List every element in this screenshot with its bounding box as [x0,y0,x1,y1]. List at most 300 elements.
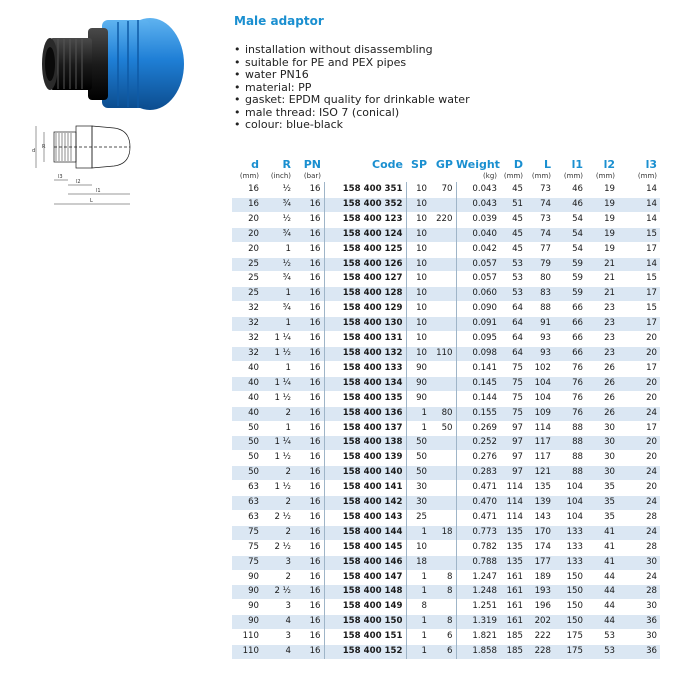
table-cell: 30 [618,630,660,645]
column-unit: (mm) [563,172,583,180]
table-cell: 18 [406,555,430,570]
table-cell [430,510,456,525]
table-cell: 1 ½ [262,391,294,406]
table-cell: 20 [618,436,660,451]
table-cell: 150 [554,570,586,585]
table-cell: 20 [232,227,262,242]
table-cell: 73 [526,183,554,198]
table-cell: 74 [526,197,554,212]
table-cell: 1 [406,630,430,645]
table-row [232,436,660,451]
table-cell: 158 400 352 [324,197,406,212]
table-cell: 158 400 152 [324,645,406,659]
table-cell: 17 [618,317,660,332]
table-cell: 1.858 [456,645,500,659]
table-cell: 50 [406,451,430,466]
table-cell: 16 [294,466,324,481]
table-cell: 59 [554,287,586,302]
table-cell: 17 [618,287,660,302]
table-cell: 16 [294,346,324,361]
table-cell: 17 [618,242,660,257]
column-unit: (mm) [595,172,615,180]
table-cell: 14 [618,183,660,198]
table-cell: 24 [618,570,660,585]
table-row [232,376,660,391]
table-cell: 177 [526,555,554,570]
table-cell: ¾ [262,197,294,212]
table-cell: 75 [500,391,526,406]
drawing-label-l1: l1 [96,188,101,194]
table-cell: 109 [526,406,554,421]
table-cell: 158 400 147 [324,570,406,585]
table-cell: 158 400 132 [324,346,406,361]
table-cell: 16 [294,406,324,421]
table-cell: 1 [262,361,294,376]
column-header: R [282,158,291,171]
table-cell: 0.145 [456,376,500,391]
table-cell: 3 [262,600,294,615]
table-cell: 0.788 [456,555,500,570]
table-cell: 0.782 [456,540,500,555]
table-cell: 158 400 150 [324,615,406,630]
table-cell: 76 [554,391,586,406]
table-cell: 97 [500,421,526,436]
table-cell: 158 400 128 [324,287,406,302]
column-header: GP [435,158,453,171]
table-cell: 0.060 [456,287,500,302]
table-cell: 135 [500,540,526,555]
feature-item: • colour: blue-black [234,119,470,132]
table-cell: 0.141 [456,361,500,376]
table-cell: 0.091 [456,317,500,332]
table-cell: 16 [294,525,324,540]
table-cell [430,257,456,272]
table-cell [430,287,456,302]
table-cell [430,466,456,481]
table-cell: 88 [526,302,554,317]
column-header: L [543,158,551,171]
table-cell: 80 [430,406,456,421]
table-cell: 158 400 129 [324,302,406,317]
table-cell: 2 ½ [262,585,294,600]
feature-item: • suitable for PE and PEX pipes [234,57,470,70]
table-row [232,257,660,272]
table-cell: 23 [586,302,618,317]
table-row [232,332,660,347]
table-cell: 24 [618,525,660,540]
table-cell: 0.470 [456,496,500,511]
table-cell: 2 ½ [262,540,294,555]
column-unit: (mm) [239,172,259,180]
table-cell: 222 [526,630,554,645]
table-cell: 20 [618,332,660,347]
table-cell: 90 [232,585,262,600]
column-header: d [251,158,259,171]
table-cell: 121 [526,466,554,481]
table-cell: 16 [294,376,324,391]
table-cell: 8 [430,615,456,630]
table-cell: 175 [554,630,586,645]
table-cell: 1 [406,406,430,421]
table-cell: 0.042 [456,242,500,257]
table-row [232,346,660,361]
table-row [232,630,660,645]
table-cell: 88 [554,436,586,451]
table-row [232,242,660,257]
column-header: PN [303,158,321,171]
table-row [232,451,660,466]
table-cell: 228 [526,645,554,659]
table-row [232,391,660,406]
table-cell: 77 [526,242,554,257]
table-row [232,510,660,525]
table-cell: 1.821 [456,630,500,645]
table-cell: 20 [618,346,660,361]
table-row [232,600,660,615]
table-cell: 10 [406,242,430,257]
table-cell: 114 [500,481,526,496]
table-row [232,481,660,496]
table-cell [430,361,456,376]
table-cell: 80 [526,272,554,287]
table-cell: 117 [526,451,554,466]
table-cell [430,227,456,242]
table-cell: 50 [232,451,262,466]
table-cell: 143 [526,510,554,525]
table-cell: 16 [294,317,324,332]
table-cell: 76 [554,376,586,391]
table-cell: 16 [294,242,324,257]
table-cell: 158 400 145 [324,540,406,555]
table-cell: 30 [586,466,618,481]
feature-item: • gasket: EPDM quality for drinkable water [234,94,470,107]
table-cell: 161 [500,615,526,630]
table-cell [430,272,456,287]
table-cell: 20 [618,481,660,496]
table-cell: 83 [526,287,554,302]
table-cell [430,555,456,570]
table-cell: 75 [500,361,526,376]
table-cell: 16 [294,555,324,570]
drawing-label-r: R [42,144,46,150]
feature-list [234,44,470,132]
table-cell: 25 [232,287,262,302]
table-cell: 174 [526,540,554,555]
table-cell: 1 ¼ [262,436,294,451]
table-cell: 114 [526,421,554,436]
table-cell: 10 [406,272,430,287]
table-cell: 150 [554,585,586,600]
table-cell: 17 [618,361,660,376]
table-cell [430,391,456,406]
table-cell: 158 400 151 [324,630,406,645]
table-cell: 20 [232,242,262,257]
table-cell: 102 [526,361,554,376]
table-cell: 16 [294,227,324,242]
table-row [232,212,660,227]
table-cell: 8 [430,570,456,585]
table-cell: 16 [294,615,324,630]
table-cell [430,242,456,257]
table-cell: 23 [586,317,618,332]
table-cell: 0.269 [456,421,500,436]
table-cell: 50 [232,466,262,481]
table-cell: 16 [294,481,324,496]
table-row [232,302,660,317]
table-cell: 16 [294,570,324,585]
table-cell: 76 [554,406,586,421]
table-cell: 45 [500,183,526,198]
table-cell: 23 [586,332,618,347]
table-cell: 10 [406,540,430,555]
feature-item: • material: PP [234,82,470,95]
table-cell: 30 [618,555,660,570]
table-cell: 1.247 [456,570,500,585]
table-cell: 66 [554,332,586,347]
table-cell: 35 [586,510,618,525]
table-cell: 158 400 141 [324,481,406,496]
table-cell: 158 400 351 [324,183,406,198]
table-row [232,317,660,332]
table-cell: 15 [618,302,660,317]
table-cell: 50 [232,436,262,451]
table-cell: 18 [430,525,456,540]
table-cell: 104 [526,376,554,391]
table-cell: 45 [500,242,526,257]
table-cell: 64 [500,332,526,347]
table-cell: 16 [294,257,324,272]
table-row [232,585,660,600]
table-cell: 10 [406,346,430,361]
table-cell: 10 [406,317,430,332]
table-cell: 53 [500,272,526,287]
table-cell: 20 [618,376,660,391]
table-cell: 0.057 [456,257,500,272]
table-cell: 1 [406,525,430,540]
table-cell: 117 [526,436,554,451]
table-cell: 93 [526,346,554,361]
table-cell: 59 [554,257,586,272]
table-cell: 2 [262,496,294,511]
table-cell: 70 [430,183,456,198]
table-cell: 32 [232,332,262,347]
table-cell: ½ [262,183,294,198]
table-cell: 10 [406,212,430,227]
table-cell: 196 [526,600,554,615]
table-cell: 16 [294,391,324,406]
table-cell: 1 [406,615,430,630]
table-cell: 161 [500,570,526,585]
drawing-label-l: L [90,198,93,204]
table-cell: 88 [554,466,586,481]
table-cell: 16 [294,451,324,466]
table-cell: 0.471 [456,510,500,525]
table-cell: 0.095 [456,332,500,347]
table-cell: 30 [618,600,660,615]
column-unit: (kg) [483,172,497,180]
table-cell [430,496,456,511]
table-cell: 0.252 [456,436,500,451]
table-cell [430,302,456,317]
table-row [232,615,660,630]
table-cell: 16 [294,332,324,347]
table-cell: 46 [554,197,586,212]
table-row [232,361,660,376]
table-cell: 158 400 124 [324,227,406,242]
table-cell: 114 [500,496,526,511]
table-cell: 10 [406,227,430,242]
table-cell: 19 [586,183,618,198]
table-cell: 64 [500,346,526,361]
column-header: SP [411,158,427,171]
table-cell: 88 [554,451,586,466]
table-cell: 16 [232,183,262,198]
table-cell: 25 [232,257,262,272]
table-cell: 16 [294,212,324,227]
table-cell: 63 [232,481,262,496]
table-cell: 26 [586,376,618,391]
table-cell: 158 400 130 [324,317,406,332]
table-cell: 35 [586,496,618,511]
table-cell: 20 [618,391,660,406]
table-cell: 66 [554,302,586,317]
table-cell: 93 [526,332,554,347]
table-cell: 21 [586,287,618,302]
table-cell: 1 ½ [262,481,294,496]
table-cell: 97 [500,466,526,481]
table-cell: 6 [430,645,456,659]
table-cell: 41 [586,540,618,555]
table-cell: 0.057 [456,272,500,287]
table-cell: 19 [586,227,618,242]
table-cell: 1 [406,645,430,659]
table-cell: 19 [586,242,618,257]
table-cell: 110 [430,346,456,361]
table-cell: 0.144 [456,391,500,406]
column-header: D [513,158,523,171]
column-unit: (inch) [270,172,291,180]
table-cell: 158 400 136 [324,406,406,421]
table-cell: 21 [586,272,618,287]
table-cell [430,376,456,391]
table-cell: 1 ¼ [262,332,294,347]
table-cell: 14 [618,257,660,272]
table-cell: 16 [294,436,324,451]
table-cell: 1.251 [456,600,500,615]
table-cell: 32 [232,317,262,332]
table-cell: 2 [262,466,294,481]
page-title: Male adaptor [234,14,324,28]
table-cell: 158 400 123 [324,212,406,227]
table-cell: 2 [262,570,294,585]
spec-table [232,158,660,659]
table-cell: 90 [232,570,262,585]
table-cell: 185 [500,645,526,659]
table-cell: 158 400 135 [324,391,406,406]
table-cell: 158 400 126 [324,257,406,272]
table-cell: 23 [586,346,618,361]
table-cell: 3 [262,630,294,645]
feature-item: • male thread: ISO 7 (conical) [234,107,470,120]
table-cell: 59 [554,272,586,287]
table-cell: 14 [618,212,660,227]
table-cell: 53 [500,257,526,272]
table-cell: 133 [554,540,586,555]
table-row [232,555,660,570]
table-cell: 32 [232,346,262,361]
table-cell: 40 [232,376,262,391]
table-cell: 4 [262,615,294,630]
table-cell: 1.319 [456,615,500,630]
table-cell: 0.471 [456,481,500,496]
table-cell: 158 400 137 [324,421,406,436]
table-cell: 16 [294,197,324,212]
table-cell: 63 [232,496,262,511]
table-cell: 45 [500,227,526,242]
table-cell: 90 [406,361,430,376]
table-cell: 104 [526,391,554,406]
table-cell [430,332,456,347]
table-cell: 158 400 142 [324,496,406,511]
table-cell: 2 [262,406,294,421]
technical-drawing [26,122,178,214]
table-cell: 97 [500,436,526,451]
table-cell: 25 [406,510,430,525]
table-cell: 161 [500,585,526,600]
table-cell: 66 [554,346,586,361]
table-cell: 32 [232,302,262,317]
table-cell: 158 400 148 [324,585,406,600]
table-cell: 1 [406,421,430,436]
table-cell: 0.040 [456,227,500,242]
table-cell: 74 [526,227,554,242]
table-row [232,183,660,198]
table-cell: 17 [618,421,660,436]
table-cell: 53 [586,630,618,645]
table-cell: 64 [500,317,526,332]
column-unit [430,171,456,183]
table-cell: 0.043 [456,197,500,212]
table-cell: 40 [232,406,262,421]
table-cell: 90 [406,376,430,391]
table-cell: 97 [500,451,526,466]
table-cell: 189 [526,570,554,585]
table-cell: 1 [262,421,294,436]
table-cell: 16 [294,630,324,645]
table-cell: ¾ [262,272,294,287]
table-row [232,645,660,659]
table-cell: 66 [554,317,586,332]
table-cell: 2 ½ [262,510,294,525]
table-cell: 64 [500,302,526,317]
table-cell: 1 ½ [262,451,294,466]
column-header: l2 [603,158,615,171]
table-cell [430,436,456,451]
table-cell: 36 [618,615,660,630]
product-photo [28,12,188,116]
table-cell: 158 400 144 [324,525,406,540]
table-cell: 6 [430,630,456,645]
table-cell: 16 [294,287,324,302]
column-unit: (bar) [303,172,321,180]
column-header: Code [372,158,403,171]
table-cell: 220 [430,212,456,227]
table-cell: 40 [232,391,262,406]
table-cell: 8 [406,600,430,615]
table-cell: 175 [554,645,586,659]
table-cell: 16 [294,302,324,317]
table-cell: 41 [586,555,618,570]
